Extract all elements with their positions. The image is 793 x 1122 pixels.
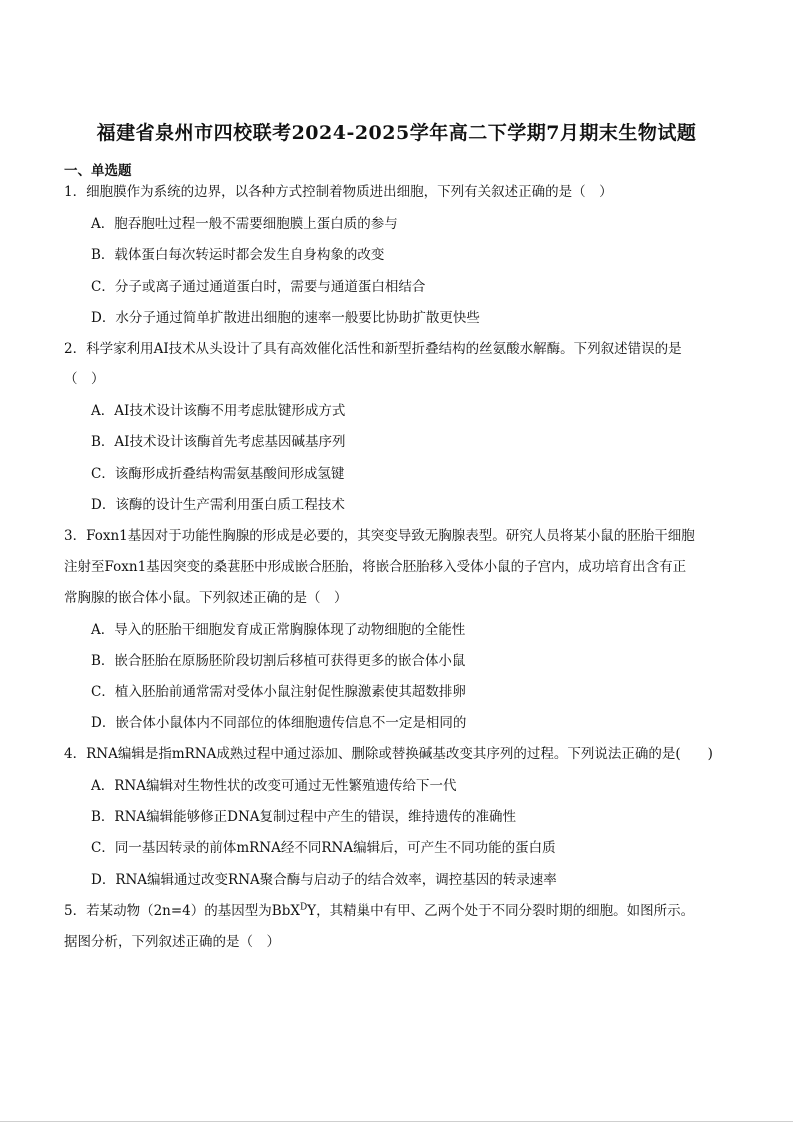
question-2-option-c: C．该酶形成折叠结构需氨基酸间形成氢键 bbox=[91, 466, 345, 482]
question-3-stem-cont-2: 常胸腺的嵌合体小鼠。下列叙述正确的是（ ） bbox=[64, 590, 348, 606]
question-4-stem: 4．RNA编辑是指mRNA成熟过程中通过添加、删除或替换碱基改变其序列的过程。下列说法正确的是( ) bbox=[64, 746, 713, 762]
question-2-option-d: D．该酶的设计生产需利用蛋白质工程技术 bbox=[91, 497, 345, 513]
question-5-stem-part-a: 5．若某动物（2n=4）的基因型为BbX bbox=[64, 903, 300, 919]
question-4-option-d: D．RNA编辑通过改变RNA聚合酶与启动子的结合效率，调控基因的转录速率 bbox=[91, 872, 557, 888]
question-2-stem-cont: （ ） bbox=[64, 371, 105, 387]
question-4-option-a: A．RNA编辑对生物性状的改变可通过无性繁殖遗传给下一代 bbox=[91, 778, 457, 794]
question-3-option-a: A．导入的胚胎干细胞发育成正常胸腺体现了动物细胞的全能性 bbox=[91, 622, 466, 638]
question-2-stem: 2．科学家利用AI技术从头设计了具有高效催化活性和新型折叠结构的丝氨酸水解酶。下列叙述错误的是 bbox=[64, 341, 682, 357]
question-5-superscript: D bbox=[299, 902, 308, 913]
question-3-option-d: D．嵌合体小鼠体内不同部位的体细胞遗传信息不一定是相同的 bbox=[91, 715, 467, 731]
question-2-option-b: B．AI技术设计该酶首先考虑基因碱基序列 bbox=[91, 434, 346, 450]
question-4-option-c: C．同一基因转录的前体mRNA经不同RNA编辑后，可产生不同功能的蛋白质 bbox=[91, 840, 556, 856]
question-1-option-d: D．水分子通过简单扩散进出细胞的速率一般要比协助扩散更快些 bbox=[91, 310, 480, 326]
question-3-stem: 3．Foxn1基因对于功能性胸腺的形成是必要的，其突变导致无胸腺表型。研究人员将某小鼠的胚胎干细胞 bbox=[64, 528, 695, 544]
question-3-option-c: C．植入胚胎前通常需对受体小鼠注射促性腺激素使其超数排卵 bbox=[91, 684, 466, 700]
question-5-stem bbox=[64, 902, 694, 920]
question-5-stem-part-b: Y，其精巢中有甲、乙两个处于不同分裂时期的细胞。如图所示。 bbox=[307, 903, 695, 919]
question-1-stem: 1．细胞膜作为系统的边界，以各种方式控制着物质进出细胞，下列有关叙述正确的是（ ） bbox=[64, 184, 613, 200]
question-1-option-b: B．载体蛋白每次转运时都会发生自身构象的改变 bbox=[91, 247, 385, 263]
question-2-option-a: A．AI技术设计该酶不用考虑肽键形成方式 bbox=[91, 403, 346, 419]
question-4-option-b: B．RNA编辑能够修正DNA复制过程中产生的错误，维持遗传的准确性 bbox=[91, 809, 517, 825]
question-1-option-c: C．分子或离子通过通道蛋白时，需要与通道蛋白相结合 bbox=[91, 279, 426, 295]
section-heading: 一、单选题 bbox=[64, 163, 132, 179]
question-3-stem-cont-1: 注射至Foxn1基因突变的桑葚胚中形成嵌合胚胎，将嵌合胚胎移入受体小鼠的子宫内，成功培育出含有正 bbox=[64, 559, 687, 575]
page-title: 福建省泉州市四校联考2024-2025学年高二下学期7月期末生物试题 bbox=[96, 122, 697, 144]
question-5-stem-cont: 据图分析，下列叙述正确的是（ ） bbox=[64, 934, 280, 950]
question-1-option-a: A．胞吞胞吐过程一般不需要细胞膜上蛋白质的参与 bbox=[91, 216, 398, 232]
question-3-option-b: B．嵌合胚胎在原肠胚阶段切割后移植可获得更多的嵌合体小鼠 bbox=[91, 653, 466, 669]
